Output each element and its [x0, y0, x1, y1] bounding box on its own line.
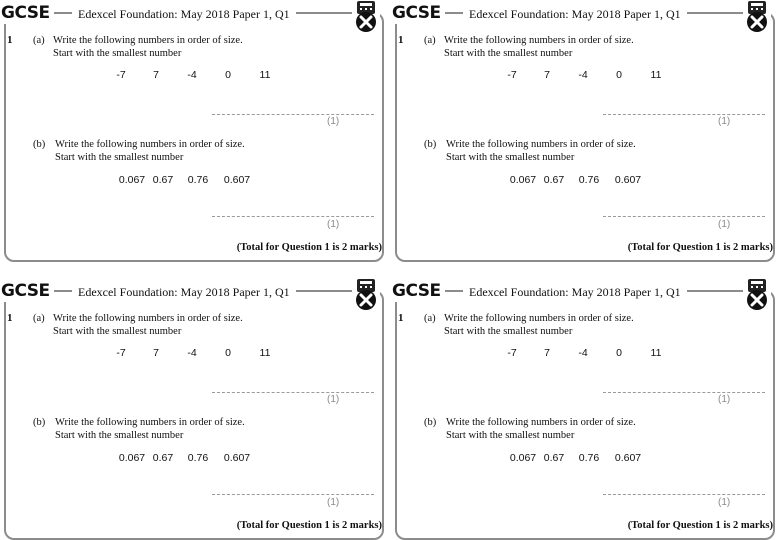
marks-label: (1): [718, 497, 731, 508]
part-b-instruction-2: Start with the smallest number: [446, 152, 575, 163]
number-item: 0: [225, 347, 231, 359]
number-item: -4: [578, 347, 588, 359]
card-title: Edexcel Foundation: May 2018 Paper 1, Q1: [72, 4, 296, 24]
answer-line[interactable]: [603, 494, 765, 495]
number-item: 0.067: [118, 452, 146, 464]
number-item: 11: [650, 347, 662, 359]
number-item: 0: [616, 347, 622, 359]
part-a-label: (a): [424, 35, 436, 46]
question-card: [391, 0, 777, 262]
gcse-brand: GCSE: [0, 280, 54, 302]
part-a-instruction: Write the following numbers in order of size.: [444, 35, 634, 46]
marks-label: (1): [718, 394, 731, 405]
part-a-instruction-2: Start with the smallest number: [444, 48, 573, 59]
number-item: 0: [225, 69, 231, 81]
number-item: 7: [544, 347, 550, 359]
number-item: 0.67: [152, 452, 174, 464]
gcse-brand: GCSE: [0, 2, 54, 24]
question-card: [0, 0, 386, 262]
total-marks: (Total for Question 1 is 2 marks): [627, 520, 773, 531]
part-a-instruction-2: Start with the smallest number: [444, 326, 573, 337]
part-a-instruction: Write the following numbers in order of size.: [53, 35, 243, 46]
part-a-label: (a): [33, 35, 45, 46]
calculator-not-allowed-icon: [352, 0, 380, 34]
answer-line[interactable]: [603, 392, 765, 393]
part-a-instruction: Write the following numbers in order of size.: [444, 313, 634, 324]
calculator-not-allowed-icon: [743, 278, 771, 312]
answer-line[interactable]: [603, 114, 765, 115]
number-item: -7: [116, 347, 126, 359]
number-item: 7: [544, 69, 550, 81]
question-card: [0, 278, 386, 540]
marks-label: (1): [327, 116, 340, 127]
part-a-instruction-2: Start with the smallest number: [53, 326, 182, 337]
answer-line[interactable]: [212, 216, 374, 217]
marks-label: (1): [327, 219, 340, 230]
number-item: 7: [153, 69, 159, 81]
number-item: 0.607: [223, 452, 251, 464]
number-item: 0.67: [152, 174, 174, 186]
number-item: -7: [507, 69, 517, 81]
number-item: 0: [616, 69, 622, 81]
question-number: 1: [7, 312, 13, 324]
number-item: 11: [259, 69, 271, 81]
part-b-label: (b): [33, 417, 46, 428]
part-a-instruction: Write the following numbers in order of size.: [53, 313, 243, 324]
question-card: [391, 278, 777, 540]
marks-label: (1): [718, 219, 731, 230]
number-item: 0.76: [187, 452, 209, 464]
number-item: 0.76: [578, 174, 600, 186]
part-b-instruction: Write the following numbers in order of size.: [446, 417, 636, 428]
marks-label: (1): [327, 394, 340, 405]
card-title: Edexcel Foundation: May 2018 Paper 1, Q1: [463, 282, 687, 302]
part-a-label: (a): [33, 313, 45, 324]
question-number: 1: [398, 34, 404, 46]
total-marks: (Total for Question 1 is 2 marks): [236, 520, 382, 531]
part-b-instruction-2: Start with the smallest number: [55, 430, 184, 441]
number-item: 0.76: [187, 174, 209, 186]
number-item: 0.67: [543, 452, 565, 464]
number-item: 0.067: [509, 174, 537, 186]
part-a-instruction-2: Start with the smallest number: [53, 48, 182, 59]
card-title: Edexcel Foundation: May 2018 Paper 1, Q1: [463, 4, 687, 24]
total-marks: (Total for Question 1 is 2 marks): [236, 242, 382, 253]
number-item: 0.607: [223, 174, 251, 186]
number-item: -4: [578, 69, 588, 81]
part-b-label: (b): [33, 139, 46, 150]
marks-label: (1): [718, 116, 731, 127]
card-title: Edexcel Foundation: May 2018 Paper 1, Q1: [72, 282, 296, 302]
number-item: 7: [153, 347, 159, 359]
part-b-instruction: Write the following numbers in order of size.: [446, 139, 636, 150]
marks-label: (1): [327, 497, 340, 508]
answer-line[interactable]: [212, 494, 374, 495]
total-marks: (Total for Question 1 is 2 marks): [627, 242, 773, 253]
question-number: 1: [7, 34, 13, 46]
part-b-instruction: Write the following numbers in order of size.: [55, 139, 245, 150]
answer-line[interactable]: [603, 216, 765, 217]
number-item: -7: [116, 69, 126, 81]
question-number: 1: [398, 312, 404, 324]
number-item: 0.607: [614, 452, 642, 464]
number-item: 0.067: [118, 174, 146, 186]
part-b-label: (b): [424, 417, 437, 428]
answer-line[interactable]: [212, 392, 374, 393]
calculator-not-allowed-icon: [352, 278, 380, 312]
number-item: 11: [650, 69, 662, 81]
calculator-not-allowed-icon: [743, 0, 771, 34]
number-item: 11: [259, 347, 271, 359]
number-item: -7: [507, 347, 517, 359]
answer-line[interactable]: [212, 114, 374, 115]
number-item: 0.67: [543, 174, 565, 186]
part-b-instruction-2: Start with the smallest number: [446, 430, 575, 441]
number-item: 0.607: [614, 174, 642, 186]
number-item: 0.067: [509, 452, 537, 464]
number-item: -4: [187, 69, 197, 81]
gcse-brand: GCSE: [391, 2, 445, 24]
part-a-label: (a): [424, 313, 436, 324]
gcse-brand: GCSE: [391, 280, 445, 302]
part-b-instruction: Write the following numbers in order of size.: [55, 417, 245, 428]
number-item: 0.76: [578, 452, 600, 464]
part-b-label: (b): [424, 139, 437, 150]
number-item: -4: [187, 347, 197, 359]
part-b-instruction-2: Start with the smallest number: [55, 152, 184, 163]
